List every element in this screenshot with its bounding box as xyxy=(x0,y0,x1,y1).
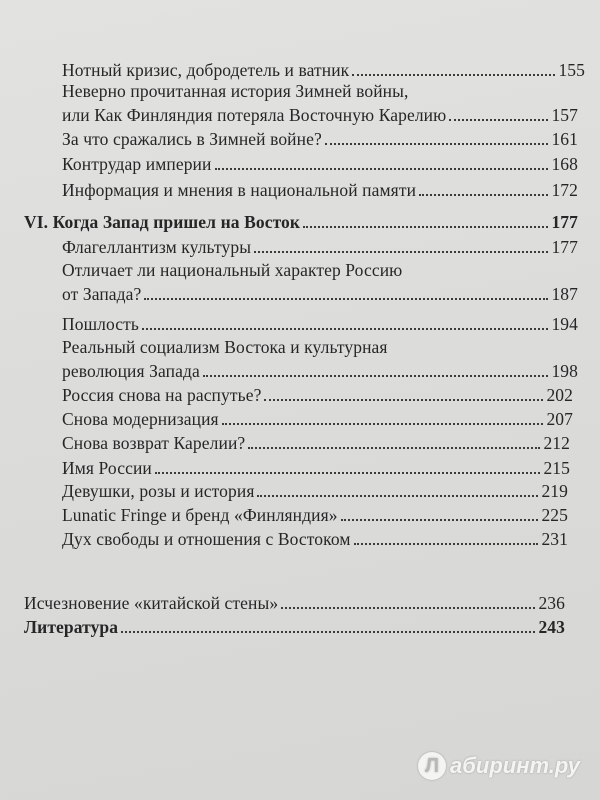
toc-entry xyxy=(62,456,570,480)
toc-title: Lunatic Fringe и бренд «Финляндия» xyxy=(62,505,338,525)
toc-entry xyxy=(62,527,568,551)
toc-entry xyxy=(62,127,578,151)
toc-line xyxy=(24,210,578,234)
toc-page-number: 236 xyxy=(538,593,565,613)
dot-leader xyxy=(257,495,538,497)
toc-page-number: 202 xyxy=(546,385,573,405)
dot-leader xyxy=(419,194,548,196)
toc-line xyxy=(62,282,578,306)
toc-page-number: 157 xyxy=(551,105,578,125)
toc-entry xyxy=(62,178,578,202)
dot-leader xyxy=(144,298,548,300)
dot-leader xyxy=(264,399,543,401)
dot-leader xyxy=(203,375,549,377)
toc-page-number: 219 xyxy=(541,481,568,501)
labirint-watermark xyxy=(418,752,580,780)
toc-title: Реальный социализм Востока и культурная xyxy=(62,337,388,357)
toc-page-number: 215 xyxy=(543,458,570,478)
toc-title: Россия снова на распутье? xyxy=(62,385,262,405)
toc-title: Снова модернизация xyxy=(62,409,219,429)
toc-line xyxy=(62,503,568,527)
toc-title: Отличает ли национальный характер Россию xyxy=(62,260,403,280)
toc-page-number: 187 xyxy=(551,284,578,304)
dot-leader xyxy=(341,519,539,521)
toc-page-number: 161 xyxy=(551,129,578,149)
toc-entry xyxy=(24,615,565,639)
toc-page-number: 177 xyxy=(551,212,578,232)
toc-title: Девушки, розы и история xyxy=(62,481,255,501)
toc-line xyxy=(62,407,573,431)
toc-page-number: 172 xyxy=(551,180,578,200)
toc-line xyxy=(62,103,578,127)
toc-title: Контрудар империи xyxy=(62,154,212,174)
toc-entry xyxy=(62,235,578,259)
toc-title: Имя России xyxy=(62,458,152,478)
toc-line xyxy=(62,479,568,503)
toc-page-number: 168 xyxy=(551,154,578,174)
toc-title: или Как Финляндия потеряла Восточную Карелию xyxy=(62,105,447,125)
toc-line xyxy=(62,235,578,259)
toc-page-number: 231 xyxy=(541,529,568,549)
toc-entry xyxy=(62,79,578,127)
toc-page-number: 225 xyxy=(541,505,568,525)
toc-page-number: 207 xyxy=(546,409,573,429)
dot-leader xyxy=(142,328,548,330)
toc-title: Пошлость xyxy=(62,314,139,334)
toc-title: VI. Когда Запад пришел на Восток xyxy=(24,212,301,232)
toc-entry xyxy=(62,407,573,431)
toc-line xyxy=(24,591,565,615)
toc-line xyxy=(62,527,568,551)
toc-title: революция Запада xyxy=(62,361,200,381)
toc-line xyxy=(62,359,578,383)
toc-title: Неверно прочитанная история Зимней войны, xyxy=(62,81,409,101)
toc-line xyxy=(24,615,565,639)
toc-entry xyxy=(62,152,578,176)
toc-entry xyxy=(62,312,578,336)
toc-line xyxy=(62,431,570,455)
toc-title: Информация и мнения в национальной памяти xyxy=(62,180,417,200)
labirint-logo-icon: Л xyxy=(418,752,446,780)
dot-leader xyxy=(352,74,555,76)
toc-line xyxy=(62,79,578,103)
dot-leader xyxy=(155,472,541,474)
dot-leader xyxy=(222,423,544,425)
toc-line xyxy=(62,456,570,480)
dot-leader xyxy=(215,168,549,170)
toc-page-number: 194 xyxy=(551,314,578,334)
toc-line xyxy=(62,312,578,336)
dot-leader xyxy=(281,607,535,609)
toc-title: Нотный кризис, добродетель и ватник xyxy=(62,60,350,80)
toc-title: от Запада? xyxy=(62,284,142,304)
toc-line xyxy=(62,127,578,151)
toc-entry xyxy=(62,335,578,383)
toc-entry xyxy=(62,258,578,306)
toc-entry xyxy=(62,503,568,527)
dot-leader xyxy=(354,543,539,545)
toc-line xyxy=(62,383,573,407)
toc-entry xyxy=(24,591,565,615)
dot-leader xyxy=(325,143,549,145)
toc-page-number: 212 xyxy=(543,433,570,453)
toc-line xyxy=(62,178,578,202)
toc-page-number: 243 xyxy=(538,617,565,637)
watermark-text: абиринт.ру xyxy=(450,753,580,778)
dot-leader xyxy=(303,226,548,228)
toc-entry xyxy=(62,431,570,455)
dot-leader xyxy=(254,251,548,253)
toc-page-number: 155 xyxy=(558,60,585,80)
toc-entry xyxy=(62,479,568,503)
toc-entry xyxy=(62,383,573,407)
toc-title: Дух свободы и отношения с Востоком xyxy=(62,529,351,549)
toc-line xyxy=(62,335,578,359)
toc-page-number: 177 xyxy=(551,237,578,257)
toc-title: За что сражались в Зимней войне? xyxy=(62,129,322,149)
toc-entry xyxy=(24,210,578,234)
toc-line xyxy=(62,152,578,176)
toc-title: Исчезновение «китайской стены» xyxy=(24,593,279,613)
dot-leader xyxy=(449,119,548,121)
dot-leader xyxy=(121,631,535,633)
dot-leader xyxy=(248,447,540,449)
toc-title: Флагеллантизм культуры xyxy=(62,237,252,257)
toc-title: Снова возврат Карелии? xyxy=(62,433,246,453)
toc-line xyxy=(62,258,578,282)
toc-title: Литература xyxy=(24,617,119,637)
toc-page-number: 198 xyxy=(551,361,578,381)
